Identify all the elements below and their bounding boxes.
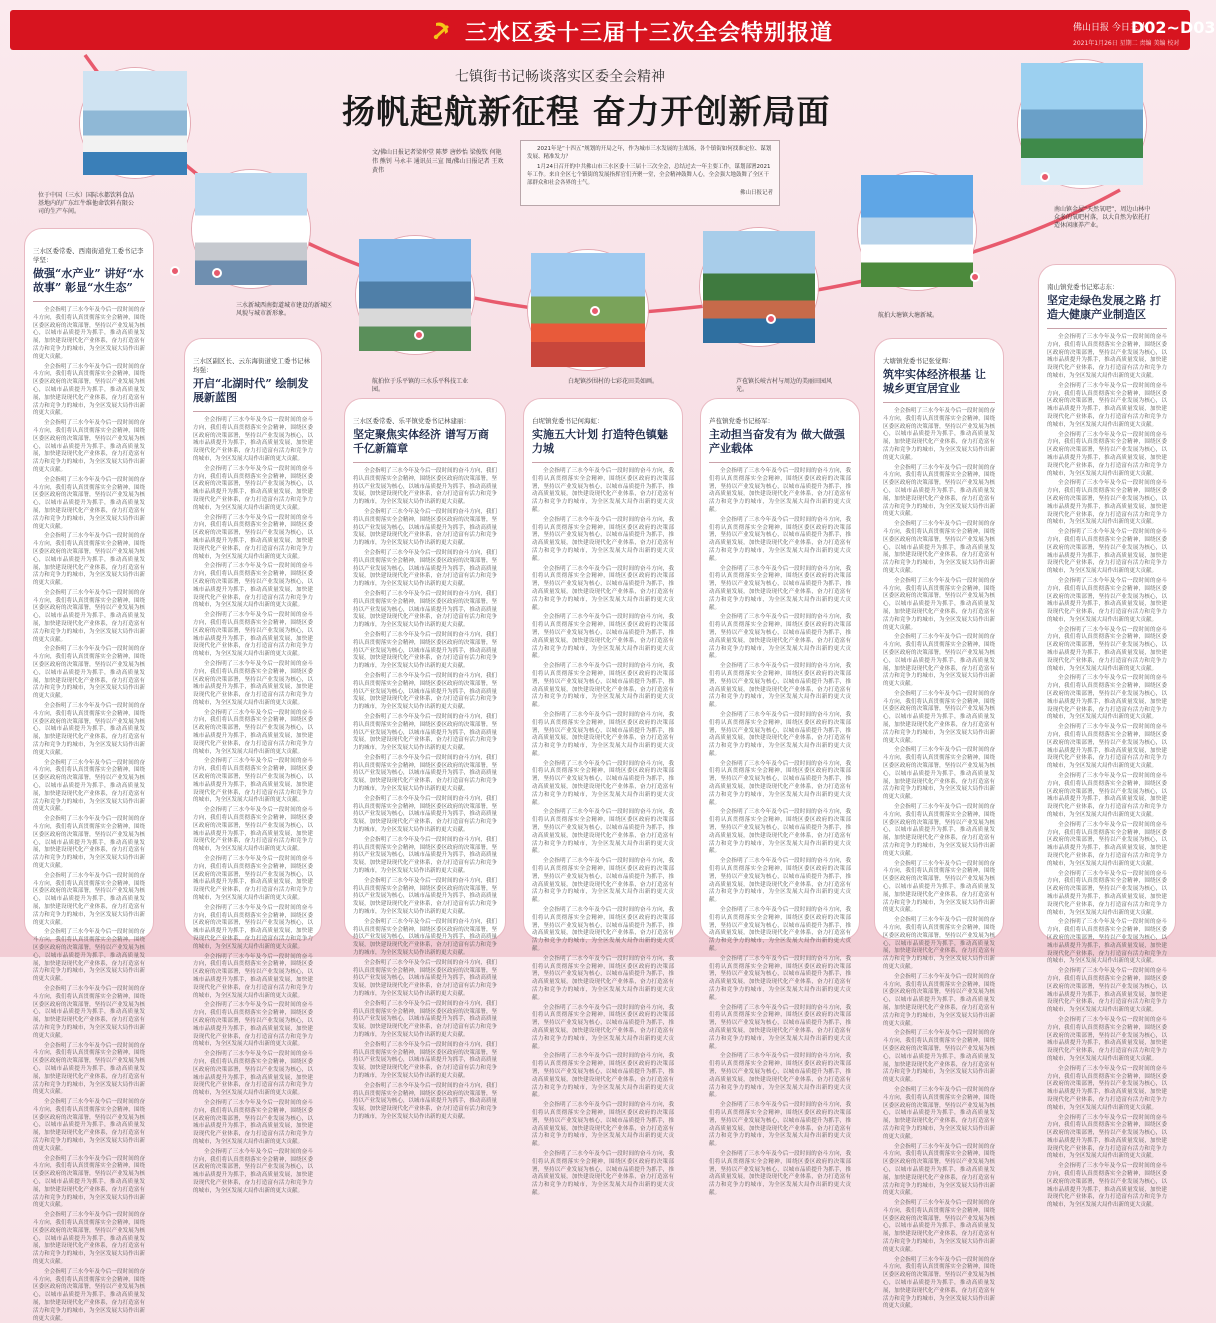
column-paragraph: 全会指明了三水今年及今后一段时间的奋斗方向，我们将认真贯彻落实全会精神，围绕区委区政府的决策部署，坚持以产业发展为核心，以城市品质提升为抓手，推动高质量发展，加快建设现代化产业体系，奋力打造富有活力和竞争力的城市，为全区发展大局作出新的更大贡献。 [193,807,313,853]
column-title: 主动担当奋发有为 做大做强产业载体 [709,428,845,455]
column-paragraph: 全会指明了三水今年及今后一段时间的奋斗方向，我们将认真贯彻落实全会精神，围绕区委区政府的决策部署，坚持以产业发展为核心，以城市品质提升为抓手，推动高质量发展，加快建设现代化产业体系，奋力打造富有活力和竞争力的城市，为全区发展大局作出新的更大贡献。 [353,754,497,793]
column-paragraph: 全会指明了三水今年及今后一段时间的奋斗方向，我们将认真贯彻落实全会精神，围绕区委区政府的决策部署，坚持以产业发展为核心，以城市品质提升为抓手，推动高质量发展，加快建设现代化产业体系，奋力打造富有活力和竞争力的城市，为全区发展大局作出新的更大贡献。 [532,711,674,757]
column-paragraph: 全会指明了三水今年及今后一段时间的奋斗方向，我们将认真贯彻落实全会精神，围绕区委区政府的决策部署，坚持以产业发展为核心，以城市品质提升为抓手，推动高质量发展，加快建设现代化产业体系，奋力打造富有活力和竞争力的城市，为全区发展大局作出新的更大贡献。 [353,1000,497,1038]
column-paragraph: 全会指明了三水今年及今后一段时间的奋斗方向，我们将认真贯彻落实全会精神，围绕区委区政府的决策部署，坚持以产业发展为核心，以城市品质提升为抓手，推动高质量发展，加快建设现代化产业体系，奋力打造富有活力和竞争力的城市，为全区发展大局作出新的更大贡献。 [353,836,497,875]
column-paragraph: 全会指明了三水今年及今后一段时间的奋斗方向，我们将认真贯彻落实全会精神，围绕区委区政府的决策部署，坚持以产业发展为核心，以城市品质提升为抓手，推动高质量发展，加快建设现代化产业体系，奋力打造富有活力和竞争力的城市，为全区发展大局作出新的更大贡献。 [33,589,145,643]
column-paragraph: 全会指明了三水今年及今后一段时间的奋斗方向，我们将认真贯彻落实全会精神，围绕区委区政府的决策部署，坚持以产业发展为核心，以城市品质提升为抓手，推动高质量发展，加快建设现代化产业体系，奋力打造富有活力和竞争力的城市，为全区发展大局作出新的更大贡献。 [532,1053,674,1099]
column-role: 三水区委常委、乐平镇党委书记林建丽： [353,417,470,425]
column-paragraph: 全会指明了三水今年及今后一段时间的奋斗方向，我们将认真贯彻落实全会精神，围绕区委区政府的决策部署，坚持以产业发展为核心，以城市品质提升为抓手，推动高质量发展，加快建设现代化产业体系，奋力打造富有活力和竞争力的城市，为全区发展大局作出新的更大贡献。 [532,1102,674,1148]
column-paragraph: 全会指明了三水今年及今后一段时间的奋斗方向，我们将认真贯彻落实全会精神，围绕区委区政府的决策部署，坚持以产业发展为核心，以城市品质提升为抓手，推动高质量发展，加快建设现代化产业体系，奋力打造富有活力和竞争力的城市，为全区发展大局作出新的更大贡献。 [709,711,851,757]
column-paragraph: 全会指明了三水今年及今后一段时间的奋斗方向，我们将认真贯彻落实全会精神，围绕区委区政府的决策部署，坚持以产业发展为核心，以城市品质提升为抓手，推动高质量发展，加快建设现代化产业体系，奋力打造富有活力和竞争力的城市，为全区发展大局作出新的更大贡献。 [33,533,145,587]
interview-column [874,338,1004,1310]
column-paragraph: 全会指明了三水今年及今后一段时间的奋斗方向，我们将认真贯彻落实全会精神，围绕区委区政府的决策部署，坚持以产业发展为核心，以城市品质提升为抓手，推动高质量发展，加快建设现代化产业体系，奋力打造富有活力和竞争力的城市，为全区发展大局作出新的更大贡献。 [353,631,497,670]
column-paragraph: 全会指明了三水今年及今后一段时间的奋斗方向，我们将认真贯彻落实全会精神，围绕区委区政府的决策部署，坚持以产业发展为核心，以城市品质提升为抓手，推动高质量发展，加快建设现代化产业体系，奋力打造富有活力和竞争力的城市，为全区发展大局作出新的更大贡献。 [353,1082,497,1120]
column-paragraph: 全会指明了三水今年及今后一段时间的奋斗方向，我们将认真贯彻落实全会精神，围绕区委区政府的决策部署，坚持以产业发展为核心，以城市品质提升为抓手，推动高质量发展，加快建设现代化产业体系，奋力打造富有活力和竞争力的城市，为全区发展大局作出新的更大贡献。 [1047,577,1167,623]
column-body [532,468,674,1198]
column-paragraph: 全会指明了三水今年及今后一段时间的奋斗方向，我们将认真贯彻落实全会精神，围绕区委区政府的决策部署，坚持以产业发展为核心，以城市品质提升为抓手，推动高质量发展，加快建设现代化产业体系，奋力打造富有活力和竞争力的城市，为全区发展大局作出新的更大贡献。 [709,614,851,660]
intro-paragraph-1: 2021年是“十四五”规划的开局之年，作为城市三水发展的主战场，各个镇街如何找准定位、谋划发展、精准发力？ [527,146,772,160]
column-paragraph: 全会指明了三水今年及今后一段时间的奋斗方向，我们将认真贯彻落实全会精神，围绕区委区政府的决策部署，坚持以产业发展为核心，以城市品质提升为抓手，推动高质量发展，加快建设现代化产业体系，奋力打造富有活力和竞争力的城市，为全区发展大局作出新的更大贡献。 [709,760,851,806]
column-paragraph: 全会指明了三水今年及今后一段时间的奋斗方向，我们将认真贯彻落实全会精神，围绕区委区政府的决策部署，坚持以产业发展为核心，以城市品质提升为抓手，推动高质量发展，加快建设现代化产业体系，奋力打造富有活力和竞争力的城市，为全区发展大局作出新的更大贡献。 [1047,675,1167,721]
column-paragraph: 全会指明了三水今年及今后一段时间的奋斗方向，我们将认真贯彻落实全会精神，围绕区委区政府的决策部署，坚持以产业发展为核心，以城市品质提升为抓手，推动高质量发展，加快建设现代化产业体系，奋力打造富有活力和竞争力的城市，为全区发展大局作出新的更大贡献。 [33,929,145,983]
column-paragraph: 全会指明了三水今年及今后一段时间的奋斗方向，我们将认真贯彻落实全会精神，围绕区委区政府的决策部署，坚持以产业发展为核心，以城市品质提升为抓手，推动高质量发展，加快建设现代化产业体系，奋力打造富有活力和竞争力的城市，为全区发展大局作出新的更大贡献。 [193,1051,313,1097]
column-paragraph: 全会指明了三水今年及今后一段时间的奋斗方向，我们将认真贯彻落实全会精神，围绕区委区政府的决策部署，坚持以产业发展为核心，以城市品质提升为抓手，推动高质量发展，加快建设现代化产业体系，奋力打造富有活力和竞争力的城市，为全区发展大局作出新的更大贡献。 [353,468,497,506]
timeline-dot [212,268,222,278]
column-divider [883,402,995,403]
column-paragraph: 全会指明了三水今年及今后一段时间的奋斗方向，我们将认真贯彻落实全会精神，围绕区委区政府的决策部署，坚持以产业发展为核心，以城市品质提升为抓手，推动高质量发展，加快建设现代化产业体系，奋力打造富有活力和竞争力的城市，为全区发展大局作出新的更大贡献。 [532,468,674,513]
column-paragraph: 全会指明了三水今年及今后一段时间的奋斗方向，我们将认真贯彻落实全会精神，围绕区委区政府的决策部署，坚持以产业发展为核心，以城市品质提升为抓手，推动高质量发展，加快建设现代化产业体系，奋力打造富有活力和竞争力的城市，为全区发展大局作出新的更大贡献。 [33,476,145,530]
column-paragraph: 全会指明了三水今年及今后一段时间的奋斗方向，我们将认真贯彻落实全会精神，围绕区委区政府的决策部署，坚持以产业发展为核心，以城市品质提升为抓手，推动高质量发展，加快建设现代化产业体系，奋力打造富有活力和竞争力的城市，为全区发展大局作出新的更大贡献。 [709,1053,851,1099]
column-title: 坚定走绿色发展之路 打造大健康产业制造区 [1047,294,1161,321]
column-body [709,468,851,1198]
column-title: 做强“水产业” 讲好“水故事” 彰显“水生态” [33,267,144,294]
column-paragraph: 全会指明了三水今年及今后一段时间的奋斗方向，我们将认真贯彻落实全会精神，围绕区委区政府的决策部署，坚持以产业发展为核心，以城市品质提升为抓手，推动高质量发展，加快建设现代化产业体系，奋力打造富有活力和竞争力的城市，为全区发展大局作出新的更大贡献。 [883,1200,995,1253]
column-divider [532,462,674,463]
column-paragraph: 全会指明了三水今年及今后一段时间的奋斗方向，我们将认真贯彻落实全会精神，围绕区委区政府的决策部署，坚持以产业发展为核心，以城市品质提升为抓手，推动高质量发展，加快建设现代化产业体系，奋力打造富有活力和竞争力的城市，为全区发展大局作出新的更大贡献。 [532,1004,674,1050]
photo-city [192,170,310,288]
interview-column [184,338,322,1194]
column-title: 坚定聚焦实体经济 谱写万商千亿新篇章 [353,428,489,455]
column-paragraph: 全会指明了三水今年及今后一段时间的奋斗方向，我们将认真贯彻落实全会精神，围绕区委区政府的决策部署，坚持以产业发展为核心，以城市品质提升为抓手，推动高质量发展，加快建设现代化产业体系，奋力打造富有活力和竞争力的城市，为全区发展大局作出新的更大贡献。 [1047,382,1167,428]
photo-village [700,228,818,346]
column-paragraph: 全会指明了三水今年及今后一段时间的奋斗方向，我们将认真贯彻落实全会精神，围绕区委区政府的决策部署，坚持以产业发展为核心，以城市品质提升为抓手，推动高质量发展，加快建设现代化产业体系，奋力打造富有活力和竞争力的城市，为全区发展大局作出新的更大贡献。 [33,985,145,1039]
column-paragraph: 全会指明了三水今年及今后一段时间的奋斗方向，我们将认真贯彻落实全会精神，围绕区委区政府的决策部署，坚持以产业发展为核心，以城市品质提升为抓手，推动高质量发展，加快建设现代化产业体系，奋力打造富有活力和竞争力的城市，为全区发展大局作出新的更大贡献。 [33,1155,145,1209]
article-headline: 扬帆起航新征程 奋力开创新局面 [342,92,831,131]
column-body [1047,334,1167,1210]
column-role: 南山镇党委书记郑志东： [1047,283,1119,291]
column-paragraph: 全会指明了三水今年及今后一段时间的奋斗方向，我们将认真贯彻落实全会精神，围绕区委区政府的决策部署，坚持以产业发展为核心，以城市品质提升为抓手，推动高质量发展，加快建设现代化产业体系，奋力打造富有活力和竞争力的城市，为全区发展大局作出新的更大贡献。 [1047,1016,1167,1062]
column-paragraph: 全会指明了三水今年及今后一段时间的奋斗方向，我们将认真贯彻落实全会精神，围绕区委区政府的决策部署，坚持以产业发展为核心，以城市品质提升为抓手，推动高质量发展，加快建设现代化产业体系，奋力打造富有活力和竞争力的城市，为全区发展大局作出新的更大贡献。 [883,577,995,631]
column-paragraph: 全会指明了三水今年及今后一段时间的奋斗方向，我们将认真贯彻落实全会精神，围绕区委区政府的决策部署，坚持以产业发展为核心，以城市品质提升为抓手，推动高质量发展，加快建设现代化产业体系，奋力打造富有活力和竞争力的城市，为全区发展大局作出新的更大贡献。 [1047,334,1167,379]
column-role: 芦苞镇党委书记杨军： [709,417,774,425]
column-paragraph: 全会指明了三水今年及今后一段时间的奋斗方向，我们将认真贯彻落实全会精神，围绕区委区政府的决策部署，坚持以产业发展为核心，以城市品质提升为抓手，推动高质量发展，加快建设现代化产业体系，奋力打造富有活力和竞争力的城市，为全区发展大局作出新的更大贡献。 [883,1030,995,1084]
column-divider [1047,328,1167,329]
photo-factory [80,68,190,178]
column-paragraph: 全会指明了三水今年及今后一段时间的奋斗方向，我们将认真贯彻落实全会精神，围绕区委区政府的决策部署，坚持以产业发展为核心，以城市品质提升为抓手，推动高质量发展，加快建设现代化产业体系，奋力打造富有活力和竞争力的城市，为全区发展大局作出新的更大贡献。 [1047,821,1167,867]
column-paragraph: 全会指明了三水今年及今后一段时间的奋斗方向，我们将认真贯彻落实全会精神，围绕区委区政府的决策部署，坚持以产业发展为核心，以城市品质提升为抓手，推动高质量发展，加快建设现代化产业体系，奋力打造富有活力和竞争力的城市，为全区发展大局作出新的更大贡献。 [1047,480,1167,526]
edition-date: 2021年1月26日 星期二 责编 美编 校对 [1073,40,1180,47]
interview-column [700,398,860,1196]
column-paragraph: 全会指明了三水今年及今后一段时间的奋斗方向，我们将认真贯彻落实全会精神，围绕区委区政府的决策部署，坚持以产业发展为核心，以城市品质提升为抓手，推动高质量发展，加快建设现代化产业体系，奋力打造富有活力和竞争力的城市，为全区发展大局作出新的更大贡献。 [193,417,313,462]
column-paragraph: 全会指明了三水今年及今后一段时间的奋斗方向，我们将认真贯彻落实全会精神，围绕区委区政府的决策部署，坚持以产业发展为核心，以城市品质提升为抓手，推动高质量发展，加快建设现代化产业体系，奋力打造富有活力和竞争力的城市，为全区发展大局作出新的更大贡献。 [1047,919,1167,965]
photo-caption: 航拍位于乐平镇的三水乐平科技工业园。 [372,378,469,393]
column-role: 三水区委常委、西南街道党工委书记李学坚： [33,247,144,264]
column-paragraph: 全会指明了三水今年及今后一段时间的奋斗方向，我们将认真贯彻落实全会精神，围绕区委区政府的决策部署，坚持以产业发展为核心，以城市品质提升为抓手，推动高质量发展，加快建设现代化产业体系，奋力打造富有活力和竞争力的城市，为全区发展大局作出新的更大贡献。 [709,663,851,709]
photo-caption: 位于中国（三水）国际水都饮料食品基地内的广东红牛维他命饮料有限公司的生产车间。 [38,192,135,215]
column-paragraph: 全会指明了三水今年及今后一段时间的奋斗方向，我们将认真贯彻落实全会精神，围绕区委区政府的决策部署，坚持以产业发展为核心，以城市品质提升为抓手，推动高质量发展，加快建设现代化产业体系，奋力打造富有活力和竞争力的城市，为全区发展大局作出新的更大贡献。 [193,709,313,755]
column-paragraph: 全会指明了三水今年及今后一段时间的奋斗方向，我们将认真贯彻落实全会精神，围绕区委区政府的决策部署，坚持以产业发展为核心，以城市品质提升为抓手，推动高质量发展，加快建设现代化产业体系，奋力打造富有活力和竞争力的城市，为全区发展大局作出新的更大贡献。 [1047,773,1167,819]
intro-paragraph-2: 1月24日召开的中共佛山市三水区委十三届十三次全会，总结过去一年主要工作，谋划部署2021年工作。来自全区七个镇街的发展指挥官们齐聚一堂，全会精神鼓舞人心，全会强大地鼓舞了全区干部群众和社会各界的士气。 [527,164,771,186]
column-role: 三水区副区长、云东海街道党工委书记林均强： [193,357,310,374]
column-paragraph: 全会指明了三水今年及今后一段时间的奋斗方向，我们将认真贯彻落实全会精神，围绕区委区政府的决策部署，坚持以产业发展为核心，以城市品质提升为抓手，推动高质量发展，加快建设现代化产业体系，奋力打造富有活力和竞争力的城市，为全区发展大局作出新的更大贡献。 [709,809,851,855]
photo-caption: 芦苞镇长岐古村与周边的美丽田园风光。 [736,378,833,393]
column-paragraph: 全会指明了三水今年及今后一段时间的奋斗方向，我们将认真贯彻落实全会精神，围绕区委区政府的决策部署，坚持以产业发展为核心，以城市品质提升为抓手，推动高质量发展，加快建设现代化产业体系，奋力打造富有活力和竞争力的城市，为全区发展大局作出新的更大贡献。 [33,816,145,869]
column-paragraph: 全会指明了三水今年及今后一段时间的奋斗方向，我们将认真贯彻落实全会精神，围绕区委区政府的决策部署，坚持以产业发展为核心，以城市品质提升为抓手，推动高质量发展，加快建设现代化产业体系，奋力打造富有活力和竞争力的城市，为全区发展大局作出新的更大贡献。 [1047,870,1167,916]
timeline-dot [170,266,180,276]
column-paragraph: 全会指明了三水今年及今后一段时间的奋斗方向，我们将认真贯彻落实全会精神，围绕区委区政府的决策部署，坚持以产业发展为核心，以城市品质提升为抓手，推动高质量发展，加快建设现代化产业体系，奋力打造富有活力和竞争力的城市，为全区发展大局作出新的更大贡献。 [353,549,497,588]
column-paragraph: 全会指明了三水今年及今后一段时间的奋斗方向，我们将认真贯彻落实全会精神，围绕区委区政府的决策部署，坚持以产业发展为核心，以城市品质提升为抓手，推动高质量发展，加快建设现代化产业体系，奋力打造富有活力和竞争力的城市，为全区发展大局作出新的更大贡献。 [1047,529,1167,575]
column-role: 大塘镇党委书记张觉辉： [883,357,955,365]
intro-credit: 佛山日报记者 [739,190,773,196]
column-paragraph: 全会指明了三水今年及今后一段时间的奋斗方向，我们将认真贯彻落实全会精神，围绕区委区政府的决策部署，坚持以产业发展为核心，以城市品质提升为抓手，推动高质量发展，加快建设现代化产业体系，奋力打造富有活力和竞争力的城市，为全区发展大局作出新的更大贡献。 [709,516,851,562]
column-paragraph: 全会指明了三水今年及今后一段时间的奋斗方向，我们将认真贯彻落实全会精神，围绕区委区政府的决策部署，坚持以产业发展为核心，以城市品质提升为抓手，推动高质量发展，加快建设现代化产业体系，奋力打造富有活力和竞争力的城市，为全区发展大局作出新的更大贡献。 [709,907,851,953]
column-paragraph: 全会指明了三水今年及今后一段时间的奋斗方向，我们将认真贯彻落实全会精神，围绕区委区政府的决策部署，坚持以产业发展为核心，以城市品质提升为抓手，推动高质量发展，加快建设现代化产业体系，奋力打造富有活力和竞争力的城市，为全区发展大局作出新的更大贡献。 [193,758,313,804]
column-paragraph: 全会指明了三水今年及今后一段时间的奋斗方向，我们将认真贯彻落实全会精神，围绕区委区政府的决策部署，坚持以产业发展为核心，以城市品质提升为抓手，推动高质量发展，加快建设现代化产业体系，奋力打造富有活力和竞争力的城市，为全区发展大局作出新的更大贡献。 [709,1004,851,1050]
banner-title: 三水区委十三届十三次全会特别报道 [465,21,834,46]
column-paragraph: 全会指明了三水今年及今后一段时间的奋斗方向，我们将认真贯彻落实全会精神，围绕区委区政府的决策部署，坚持以产业发展为核心，以城市品质提升为抓手，推动高质量发展，加快建设现代化产业体系，奋力打造富有活力和竞争力的城市，为全区发展大局作出新的更大贡献。 [193,514,313,560]
column-paragraph: 全会指明了三水今年及今后一段时间的奋斗方向，我们将认真贯彻落实全会精神，围绕区委区政府的决策部署，坚持以产业发展为核心，以城市品质提升为抓手，推动高质量发展，加快建设现代化产业体系，奋力打造富有活力和竞争力的城市，为全区发展大局作出新的更大贡献。 [883,804,995,857]
column-divider [709,462,851,463]
column-paragraph: 全会指明了三水今年及今后一段时间的奋斗方向，我们将认真贯彻落实全会精神，围绕区委区政府的决策部署，坚持以产业发展为核心，以城市品质提升为抓手，推动高质量发展，加快建设现代化产业体系，奋力打造富有活力和竞争力的城市，为全区发展大局作出新的更大贡献。 [883,634,995,688]
column-paragraph: 全会指明了三水今年及今后一段时间的奋斗方向，我们将认真贯彻落实全会精神，围绕区委区政府的决策部署，坚持以产业发展为核心，以城市品质提升为抓手，推动高质量发展，加快建设现代化产业体系，奋力打造富有活力和竞争力的城市，为全区发展大局作出新的更大贡献。 [1047,968,1167,1014]
column-paragraph: 全会指明了三水今年及今后一段时间的奋斗方向，我们将认真贯彻落实全会精神，围绕区委区政府的决策部署，坚持以产业发展为核心，以城市品质提升为抓手，推动高质量发展，加快建设现代化产业体系，奋力打造富有活力和竞争力的城市，为全区发展大局作出新的更大贡献。 [532,614,674,660]
column-paragraph: 全会指明了三水今年及今后一段时间的奋斗方向，我们将认真贯彻落实全会精神，围绕区委区政府的决策部署，坚持以产业发展为核心，以城市品质提升为抓手，推动高质量发展，加快建设现代化产业体系，奋力打造富有活力和竞争力的城市，为全区发展大局作出新的更大贡献。 [709,858,851,904]
column-divider [353,462,497,463]
column-paragraph: 全会指明了三水今年及今后一段时间的奋斗方向，我们将认真贯彻落实全会精神，围绕区委区政府的决策部署，坚持以产业发展为核心，以城市品质提升为抓手，推动高质量发展，加快建设现代化产业体系，奋力打造富有活力和竞争力的城市，为全区发展大局作出新的更大贡献。 [532,663,674,709]
column-paragraph: 全会指明了三水今年及今后一段时间的奋斗方向，我们将认真贯彻落实全会精神，围绕区委区政府的决策部署，坚持以产业发展为核心，以城市品质提升为抓手，推动高质量发展，加快建设现代化产业体系，奋力打造富有活力和竞争力的城市，为全区发展大局作出新的更大贡献。 [883,860,995,914]
column-paragraph: 全会指明了三水今年及今后一段时间的奋斗方向，我们将认真贯彻落实全会精神，围绕区委区政府的决策部署，坚持以产业发展为核心，以城市品质提升为抓手，推动高质量发展，加快建设现代化产业体系，奋力打造富有活力和竞争力的城市，为全区发展大局作出新的更大贡献。 [709,565,851,611]
column-paragraph: 全会指明了三水今年及今后一段时间的奋斗方向，我们将认真贯彻落实全会精神，围绕区委区政府的决策部署，坚持以产业发展为核心，以城市品质提升为抓手，推动高质量发展，加快建设现代化产业体系，奋力打造富有活力和竞争力的城市，为全区发展大局作出新的更大贡献。 [883,464,995,518]
interview-column [24,228,154,1322]
column-paragraph: 全会指明了三水今年及今后一段时间的奋斗方向，我们将认真贯彻落实全会精神，围绕区委区政府的决策部署，坚持以产业发展为核心，以城市品质提升为抓手，推动高质量发展，加快建设现代化产业体系，奋力打造富有活力和竞争力的城市，为全区发展大局作出新的更大贡献。 [193,660,313,706]
column-paragraph: 全会指明了三水今年及今后一段时间的奋斗方向，我们将认真贯彻落实全会精神，围绕区委区政府的决策部署，坚持以产业发展为核心，以城市品质提升为抓手，推动高质量发展，加快建设现代化产业体系，奋力打造富有活力和竞争力的城市，为全区发展大局作出新的更大贡献。 [33,420,145,473]
column-paragraph: 全会指明了三水今年及今后一段时间的奋斗方向，我们将认真贯彻落实全会精神，围绕区委区政府的决策部署，坚持以产业发展为核心，以城市品质提升为抓手，推动高质量发展，加快建设现代化产业体系，奋力打造富有活力和竞争力的城市，为全区发展大局作出新的更大贡献。 [709,955,851,1001]
interview-column [344,398,506,1120]
column-paragraph: 全会指明了三水今年及今后一段时间的奋斗方向，我们将认真贯彻落实全会精神，围绕区委区政府的决策部署，坚持以产业发展为核心，以城市品质提升为抓手，推动高质量发展，加快建设现代化产业体系，奋力打造富有活力和竞争力的城市，为全区发展大局作出新的更大贡献。 [193,856,313,902]
column-divider [33,301,145,302]
column-title: 筑牢实体经济根基 让城乡更宜居宜业 [883,368,986,395]
column-paragraph: 全会指明了三水今年及今后一段时间的奋斗方向，我们将认真贯彻落实全会精神，围绕区委区政府的决策部署，坚持以产业发展为核心，以城市品质提升为抓手，推动高质量发展，加快建设现代化产业体系，奋力打造富有活力和竞争力的城市，为全区发展大局作出新的更大贡献。 [532,516,674,562]
column-paragraph: 全会指明了三水今年及今后一段时间的奋斗方向，我们将认真贯彻落实全会精神，围绕区委区政府的决策部署，坚持以产业发展为核心，以城市品质提升为抓手，推动高质量发展，加快建设现代化产业体系，奋力打造富有活力和竞争力的城市，为全区发展大局作出新的更大贡献。 [353,795,497,834]
page-range: D02~D03 [1131,18,1216,37]
column-paragraph: 全会指明了三水今年及今后一段时间的奋斗方向，我们将认真贯彻落实全会精神，围绕区委区政府的决策部署，坚持以产业发展为核心，以城市品质提升为抓手，推动高质量发展，加快建设现代化产业体系，奋力打造富有活力和竞争力的城市，为全区发展大局作出新的更大贡献。 [532,565,674,611]
column-paragraph: 全会指明了三水今年及今后一段时间的奋斗方向，我们将认真贯彻落实全会精神，围绕区委区政府的决策部署，坚持以产业发展为核心，以城市品质提升为抓手，推动高质量发展，加快建设现代化产业体系，奋力打造富有活力和竞争力的城市，为全区发展大局作出新的更大贡献。 [33,1099,145,1152]
column-role: 白坭镇党委书记何海虹： [532,417,604,425]
column-divider [193,411,313,412]
column-paragraph: 全会指明了三水今年及今后一段时间的奋斗方向，我们将认真贯彻落实全会精神，围绕区委区政府的决策部署，坚持以产业发展为核心，以城市品质提升为抓手，推动高质量发展，加快建设现代化产业体系，奋力打造富有活力和竞争力的城市，为全区发展大局作出新的更大贡献。 [353,1041,497,1079]
column-paragraph: 全会指明了三水今年及今后一段时间的奋斗方向，我们将认真贯彻落实全会精神，围绕区委区政府的决策部署，坚持以产业发展为核心，以城市品质提升为抓手，推动高质量发展，加快建设现代化产业体系，奋力打造富有活力和竞争力的城市，为全区发展大局作出新的更大贡献。 [353,508,497,547]
column-paragraph: 全会指明了三水今年及今后一段时间的奋斗方向，我们将认真贯彻落实全会精神，围绕区委区政府的决策部署，坚持以产业发展为核心，以城市品质提升为抓手，推动高质量发展，加快建设现代化产业体系，奋力打造富有活力和竞争力的城市，为全区发展大局作出新的更大贡献。 [33,1212,145,1266]
timeline-dot [590,306,600,316]
timeline-dot [1040,172,1050,182]
column-paragraph: 全会指明了三水今年及今后一段时间的奋斗方向，我们将认真贯彻落实全会精神，围绕区委区政府的决策部署，坚持以产业发展为核心，以城市品质提升为抓手，推动高质量发展，加快建设现代化产业体系，奋力打造富有活力和竞争力的城市，为全区发展大局作出新的更大贡献。 [532,809,674,855]
column-title: 开启“北湖时代” 绘制发展新蓝图 [193,377,309,404]
timeline-dot [970,272,980,282]
column-paragraph: 全会指明了三水今年及今后一段时间的奋斗方向，我们将认真贯彻落实全会精神，围绕区委区政府的决策部署，坚持以产业发展为核心，以城市品质提升为抓手，推动高质量发展，加快建设现代化产业体系，奋力打造富有活力和竞争力的城市，为全区发展大局作出新的更大贡献。 [33,1042,145,1096]
column-paragraph: 全会指明了三水今年及今后一段时间的奋斗方向，我们将认真贯彻落实全会精神，围绕区委区政府的决策部署，坚持以产业发展为核心，以城市品质提升为抓手，推动高质量发展，加快建设现代化产业体系，奋力打造富有活力和竞争力的城市，为全区发展大局作出新的更大贡献。 [709,1150,851,1196]
photo-town [858,172,976,290]
column-paragraph: 全会指明了三水今年及今后一段时间的奋斗方向，我们将认真贯彻落实全会精神，围绕区委区政府的决策部署，坚持以产业发展为核心，以城市品质提升为抓手，推动高质量发展，加快建设现代化产业体系，奋力打造富有活力和竞争力的城市，为全区发展大局作出新的更大贡献。 [883,408,995,461]
column-paragraph: 全会指明了三水今年及今后一段时间的奋斗方向，我们将认真贯彻落实全会精神，围绕区委区政府的决策部署，坚持以产业发展为核心，以城市品质提升为抓手，推动高质量发展，加快建设现代化产业体系，奋力打造富有活力和竞争力的城市，为全区发展大局作出新的更大贡献。 [193,1148,313,1194]
newspaper-name: 佛山日报 今日三水 [1073,23,1148,33]
column-paragraph: 全会指明了三水今年及今后一段时间的奋斗方向，我们将认真贯彻落实全会精神，围绕区委区政府的决策部署，坚持以产业发展为核心，以城市品质提升为抓手，推动高质量发展，加快建设现代化产业体系，奋力打造富有活力和竞争力的城市，为全区发展大局作出新的更大贡献。 [532,907,674,953]
column-paragraph: 全会指明了三水今年及今后一段时间的奋斗方向，我们将认真贯彻落实全会精神，围绕区委区政府的决策部署，坚持以产业发展为核心，以城市品质提升为抓手，推动高质量发展，加快建设现代化产业体系，奋力打造富有活力和竞争力的城市，为全区发展大局作出新的更大贡献。 [1047,724,1167,770]
photo-flowers [528,250,648,370]
column-paragraph: 全会指明了三水今年及今后一段时间的奋斗方向，我们将认真贯彻落实全会精神，围绕区委区政府的决策部署，坚持以产业发展为核心，以城市品质提升为抓手，推动高质量发展，加快建设现代化产业体系，奋力打造富有活力和竞争力的城市，为全区发展大局作出新的更大贡献。 [883,1086,995,1140]
photo-caption: 白坭镇沙围村的七彩花田美如画。 [568,378,659,385]
column-paragraph: 全会指明了三水今年及今后一段时间的奋斗方向，我们将认真贯彻落实全会精神，围绕区委区政府的决策部署，坚持以产业发展为核心，以城市品质提升为抓手，推动高质量发展，加快建设现代化产业体系，奋力打造富有活力和竞争力的城市，为全区发展大局作出新的更大贡献。 [33,1268,145,1322]
column-paragraph: 全会指明了三水今年及今后一段时间的奋斗方向，我们将认真贯彻落实全会精神，围绕区委区政府的决策部署，坚持以产业发展为核心，以城市品质提升为抓手，推动高质量发展，加快建设现代化产业体系，奋力打造富有活力和竞争力的城市，为全区发展大局作出新的更大贡献。 [709,1102,851,1148]
column-paragraph: 全会指明了三水今年及今后一段时间的奋斗方向，我们将认真贯彻落实全会精神，围绕区委区政府的决策部署，坚持以产业发展为核心，以城市品质提升为抓手，推动高质量发展，加快建设现代化产业体系，奋力打造富有活力和竞争力的城市，为全区发展大局作出新的更大贡献。 [33,363,145,417]
article-kicker: 七镇街书记畅谈落实区委全会精神 [455,69,665,85]
column-paragraph: 全会指明了三水今年及今后一段时间的奋斗方向，我们将认真贯彻落实全会精神，围绕区委区政府的决策部署，坚持以产业发展为核心，以城市品质提升为抓手，推动高质量发展，加快建设现代化产业体系，奋力打造富有活力和竞争力的城市，为全区发展大局作出新的更大贡献。 [1047,431,1167,477]
column-paragraph: 全会指明了三水今年及今后一段时间的奋斗方向，我们将认真贯彻落实全会精神，围绕区委区政府的决策部署，坚持以产业发展为核心，以城市品质提升为抓手，推动高质量发展，加快建设现代化产业体系，奋力打造富有活力和竞争力的城市，为全区发展大局作出新的更大贡献。 [193,904,313,950]
column-paragraph: 全会指明了三水今年及今后一段时间的奋斗方向，我们将认真贯彻落实全会精神，围绕区委区政府的决策部署，坚持以产业发展为核心，以城市品质提升为抓手，推动高质量发展，加快建设现代化产业体系，奋力打造富有活力和竞争力的城市，为全区发展大局作出新的更大贡献。 [709,468,851,513]
timeline-dot [414,330,424,340]
column-paragraph: 全会指明了三水今年及今后一段时间的奋斗方向，我们将认真贯彻落实全会精神，围绕区委区政府的决策部署，坚持以产业发展为核心，以城市品质提升为抓手，推动高质量发展，加快建设现代化产业体系，奋力打造富有活力和竞争力的城市，为全区发展大局作出新的更大贡献。 [193,465,313,511]
column-paragraph: 全会指明了三水今年及今后一段时间的奋斗方向，我们将认真贯彻落实全会精神，围绕区委区政府的决策部署，坚持以产业发展为核心，以城市品质提升为抓手，推动高质量发展，加快建设现代化产业体系，奋力打造富有活力和竞争力的城市，为全区发展大局作出新的更大贡献。 [193,1099,313,1145]
interview-column [1038,264,1176,1209]
column-paragraph: 全会指明了三水今年及今后一段时间的奋斗方向，我们将认真贯彻落实全会精神，围绕区委区政府的决策部署，坚持以产业发展为核心，以城市品质提升为抓手，推动高质量发展，加快建设现代化产业体系，奋力打造富有活力和竞争力的城市，为全区发展大局作出新的更大贡献。 [883,973,995,1027]
photo-lake [1018,60,1146,188]
timeline-dot [766,314,776,324]
column-paragraph: 全会指明了三水今年及今后一段时间的奋斗方向，我们将认真贯彻落实全会精神，围绕区委区政府的决策部署，坚持以产业发展为核心，以城市品质提升为抓手，推动高质量发展，加快建设现代化产业体系，奋力打造富有活力和竞争力的城市，为全区发展大局作出新的更大贡献。 [883,747,995,801]
column-paragraph: 全会指明了三水今年及今后一段时间的奋斗方向，我们将认真贯彻落实全会精神，围绕区委区政府的决策部署，坚持以产业发展为核心，以城市品质提升为抓手，推动高质量发展，加快建设现代化产业体系，奋力打造富有活力和竞争力的城市，为全区发展大局作出新的更大贡献。 [33,759,145,813]
column-paragraph: 全会指明了三水今年及今后一段时间的奋斗方向，我们将认真贯彻落实全会精神，围绕区委区政府的决策部署，坚持以产业发展为核心，以城市品质提升为抓手，推动高质量发展，加快建设现代化产业体系，奋力打造富有活力和竞争力的城市，为全区发展大局作出新的更大贡献。 [532,858,674,904]
column-body [353,468,497,1122]
column-paragraph: 全会指明了三水今年及今后一段时间的奋斗方向，我们将认真贯彻落实全会精神，围绕区委区政府的决策部署，坚持以产业发展为核心，以城市品质提升为抓手，推动高质量发展，加快建设现代化产业体系，奋力打造富有活力和竞争力的城市，为全区发展大局作出新的更大贡献。 [353,590,497,629]
column-paragraph: 全会指明了三水今年及今后一段时间的奋斗方向，我们将认真贯彻落实全会精神，围绕区委区政府的决策部署，坚持以产业发展为核心，以城市品质提升为抓手，推动高质量发展，加快建设现代化产业体系，奋力打造富有活力和竞争力的城市，为全区发展大局作出新的更大贡献。 [193,953,313,999]
column-paragraph: 全会指明了三水今年及今后一段时间的奋斗方向，我们将认真贯彻落实全会精神，围绕区委区政府的决策部署，坚持以产业发展为核心，以城市品质提升为抓手，推动高质量发展，加快建设现代化产业体系，奋力打造富有活力和竞争力的城市，为全区发展大局作出新的更大贡献。 [883,917,995,970]
column-paragraph: 全会指明了三水今年及今后一段时间的奋斗方向，我们将认真贯彻落实全会精神，围绕区委区政府的决策部署，坚持以产业发展为核心，以城市品质提升为抓手，推动高质量发展，加快建设现代化产业体系，奋力打造富有活力和竞争力的城市，为全区发展大局作出新的更大贡献。 [1047,1065,1167,1111]
column-paragraph: 全会指明了三水今年及今后一段时间的奋斗方向，我们将认真贯彻落实全会精神，围绕区委区政府的决策部署，坚持以产业发展为核心，以城市品质提升为抓手，推动高质量发展，加快建设现代化产业体系，奋力打造富有活力和竞争力的城市，为全区发展大局作出新的更大贡献。 [532,760,674,806]
column-paragraph: 全会指明了三水今年及今后一段时间的奋斗方向，我们将认真贯彻落实全会精神，围绕区委区政府的决策部署，坚持以产业发展为核心，以城市品质提升为抓手，推动高质量发展，加快建设现代化产业体系，奋力打造富有活力和竞争力的城市，为全区发展大局作出新的更大贡献。 [33,703,145,756]
column-paragraph: 全会指明了三水今年及今后一段时间的奋斗方向，我们将认真贯彻落实全会精神，围绕区委区政府的决策部署，坚持以产业发展为核心，以城市品质提升为抓手，推动高质量发展，加快建设现代化产业体系，奋力打造富有活力和竞争力的城市，为全区发展大局作出新的更大贡献。 [193,1002,313,1048]
column-paragraph: 全会指明了三水今年及今后一段时间的奋斗方向，我们将认真贯彻落实全会精神，围绕区委区政府的决策部署，坚持以产业发展为核心，以城市品质提升为抓手，推动高质量发展，加快建设现代化产业体系，奋力打造富有活力和竞争力的城市，为全区发展大局作出新的更大贡献。 [883,1256,995,1310]
photo-caption: 三水新城西南街道城市建设的新城区风貌与城市新形象。 [236,302,333,317]
column-paragraph: 全会指明了三水今年及今后一段时间的奋斗方向，我们将认真贯彻落实全会精神，围绕区委区政府的决策部署，坚持以产业发展为核心，以城市品质提升为抓手，推动高质量发展，加快建设现代化产业体系，奋力打造富有活力和竞争力的城市，为全区发展大局作出新的更大贡献。 [883,690,995,744]
column-paragraph: 全会指明了三水今年及今后一段时间的奋斗方向，我们将认真贯彻落实全会精神，围绕区委区政府的决策部署，坚持以产业发展为核心，以城市品质提升为抓手，推动高质量发展，加快建设现代化产业体系，奋力打造富有活力和竞争力的城市，为全区发展大局作出新的更大贡献。 [193,563,313,609]
column-paragraph: 全会指明了三水今年及今后一段时间的奋斗方向，我们将认真贯彻落实全会精神，围绕区委区政府的决策部署，坚持以产业发展为核心，以城市品质提升为抓手，推动高质量发展，加快建设现代化产业体系，奋力打造富有活力和竞争力的城市，为全区发展大局作出新的更大贡献。 [33,646,145,700]
photo-caption: 南山镇金屋“天然氧吧”，周边山林中众多的氧吧村落，以大自然为依托打造休闲康养产业。 [1054,206,1151,229]
column-paragraph: 全会指明了三水今年及今后一段时间的奋斗方向，我们将认真贯彻落实全会精神，围绕区委区政府的决策部署，坚持以产业发展为核心，以城市品质提升为抓手，推动高质量发展，加快建设现代化产业体系，奋力打造富有活力和竞争力的城市，为全区发展大局作出新的更大贡献。 [353,959,497,997]
column-body [33,307,145,1323]
column-paragraph: 全会指明了三水今年及今后一段时间的奋斗方向，我们将认真贯彻落实全会精神，围绕区委区政府的决策部署，坚持以产业发展为核心，以城市品质提升为抓手，推动高质量发展，加快建设现代化产业体系，奋力打造富有活力和竞争力的城市，为全区发展大局作出新的更大贡献。 [353,713,497,752]
column-paragraph: 全会指明了三水今年及今后一段时间的奋斗方向，我们将认真贯彻落实全会精神，围绕区委区政府的决策部署，坚持以产业发展为核心，以城市品质提升为抓手，推动高质量发展，加快建设现代化产业体系，奋力打造富有活力和竞争力的城市，为全区发展大局作出新的更大贡献。 [1047,1163,1167,1209]
column-paragraph: 全会指明了三水今年及今后一段时间的奋斗方向，我们将认真贯彻落实全会精神，围绕区委区政府的决策部署，坚持以产业发展为核心，以城市品质提升为抓手，推动高质量发展，加快建设现代化产业体系，奋力打造富有活力和竞争力的城市，为全区发展大局作出新的更大贡献。 [883,521,995,574]
article-byline: 文/佛山日报记者梁仲堂 陈梦 唐妙怡 梁俊钦 何艳伟 熊钊 马永丰 通讯员三宣 图/佛山日报记者 王欢 黄伟 [372,149,504,174]
column-title: 实施五大计划 打造特色镇魅力城 [532,428,668,455]
column-paragraph: 全会指明了三水今年及今后一段时间的奋斗方向，我们将认真贯彻落实全会精神，围绕区委区政府的决策部署，坚持以产业发展为核心，以城市品质提升为抓手，推动高质量发展，加快建设现代化产业体系，奋力打造富有活力和竞争力的城市，为全区发展大局作出新的更大贡献。 [532,955,674,1001]
column-paragraph: 全会指明了三水今年及今后一段时间的奋斗方向，我们将认真贯彻落实全会精神，围绕区委区政府的决策部署，坚持以产业发展为核心，以城市品质提升为抓手，推动高质量发展，加快建设现代化产业体系，奋力打造富有活力和竞争力的城市，为全区发展大局作出新的更大贡献。 [33,307,145,360]
interview-column [523,398,683,1196]
column-paragraph: 全会指明了三水今年及今后一段时间的奋斗方向，我们将认真贯彻落实全会精神，围绕区委区政府的决策部署，坚持以产业发展为核心，以城市品质提升为抓手，推动高质量发展，加快建设现代化产业体系，奋力打造富有活力和竞争力的城市，为全区发展大局作出新的更大贡献。 [1047,626,1167,672]
column-paragraph: 全会指明了三水今年及今后一段时间的奋斗方向，我们将认真贯彻落实全会精神，围绕区委区政府的决策部署，坚持以产业发展为核心，以城市品质提升为抓手，推动高质量发展，加快建设现代化产业体系，奋力打造富有活力和竞争力的城市，为全区发展大局作出新的更大贡献。 [193,612,313,658]
column-paragraph: 全会指明了三水今年及今后一段时间的奋斗方向，我们将认真贯彻落实全会精神，围绕区委区政府的决策部署，坚持以产业发展为核心，以城市品质提升为抓手，推动高质量发展，加快建设现代化产业体系，奋力打造富有活力和竞争力的城市，为全区发展大局作出新的更大贡献。 [532,1150,674,1196]
column-paragraph: 全会指明了三水今年及今后一段时间的奋斗方向，我们将认真贯彻落实全会精神，围绕区委区政府的决策部署，坚持以产业发展为核心，以城市品质提升为抓手，推动高质量发展，加快建设现代化产业体系，奋力打造富有活力和竞争力的城市，为全区发展大局作出新的更大贡献。 [883,1143,995,1197]
column-paragraph: 全会指明了三水今年及今后一段时间的奋斗方向，我们将认真贯彻落实全会精神，围绕区委区政府的决策部署，坚持以产业发展为核心，以城市品质提升为抓手，推动高质量发展，加快建设现代化产业体系，奋力打造富有活力和竞争力的城市，为全区发展大局作出新的更大贡献。 [353,918,497,957]
column-body [883,408,995,1311]
column-body [193,417,313,1196]
column-paragraph: 全会指明了三水今年及今后一段时间的奋斗方向，我们将认真贯彻落实全会精神，围绕区委区政府的决策部署，坚持以产业发展为核心，以城市品质提升为抓手，推动高质量发展，加快建设现代化产业体系，奋力打造富有活力和竞争力的城市，为全区发展大局作出新的更大贡献。 [353,877,497,916]
column-paragraph: 全会指明了三水今年及今后一段时间的奋斗方向，我们将认真贯彻落实全会精神，围绕区委区政府的决策部署，坚持以产业发展为核心，以城市品质提升为抓手，推动高质量发展，加快建设现代化产业体系，奋力打造富有活力和竞争力的城市，为全区发展大局作出新的更大贡献。 [33,872,145,926]
column-paragraph: 全会指明了三水今年及今后一段时间的奋斗方向，我们将认真贯彻落实全会精神，围绕区委区政府的决策部署，坚持以产业发展为核心，以城市品质提升为抓手，推动高质量发展，加快建设现代化产业体系，奋力打造富有活力和竞争力的城市，为全区发展大局作出新的更大贡献。 [353,672,497,711]
column-paragraph: 全会指明了三水今年及今后一段时间的奋斗方向，我们将认真贯彻落实全会精神，围绕区委区政府的决策部署，坚持以产业发展为核心，以城市品质提升为抓手，推动高质量发展，加快建设现代化产业体系，奋力打造富有活力和竞争力的城市，为全区发展大局作出新的更大贡献。 [1047,1114,1167,1160]
photo-caption: 航拍大塘镇大塘新城。 [878,312,939,319]
